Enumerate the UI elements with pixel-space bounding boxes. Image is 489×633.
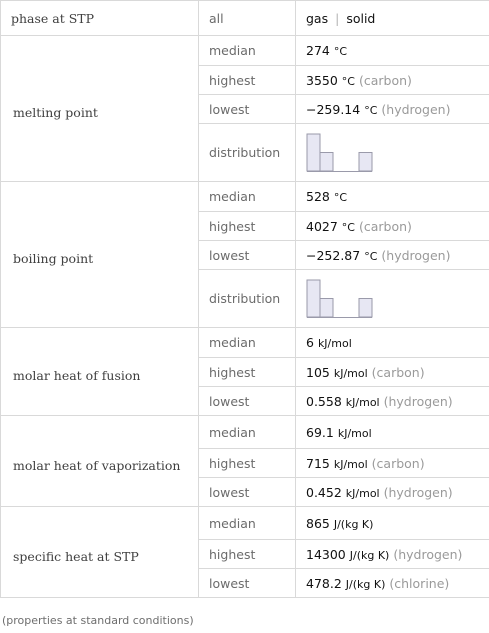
- vaporization-lowest-value: 0.452 kJ/mol (hydrogen): [296, 478, 489, 507]
- melting-distribution: [296, 124, 489, 182]
- stat-highest-label: highest: [199, 540, 296, 569]
- boiling-lowest-value: −252.87 °C (hydrogen): [296, 241, 489, 270]
- property-specific-heat: specific heat at STP: [1, 507, 199, 598]
- stat-median-label: median: [199, 36, 296, 66]
- histogram-bar: [359, 152, 372, 171]
- table-row: [1, 36, 489, 66]
- stat-lowest-label: lowest: [199, 478, 296, 507]
- stat-lowest-label: lowest: [199, 95, 296, 124]
- stat-highest-label: highest: [199, 449, 296, 478]
- fusion-median-value: 6 kJ/mol: [296, 328, 489, 358]
- boiling-highest-value: 4027 °C (carbon): [296, 212, 489, 241]
- stat-median-label: median: [199, 416, 296, 449]
- header-phase-label: phase at STP: [1, 1, 199, 36]
- property-melting-point: melting point: [1, 36, 199, 182]
- stat-highest-label: highest: [199, 358, 296, 387]
- phase-solid: solid: [346, 10, 376, 26]
- stat-distribution-label: distribution: [199, 124, 296, 182]
- table-row: [1, 328, 489, 358]
- histogram-bar: [320, 152, 333, 171]
- property-molar-heat-of-vaporization: molar heat of vaporization: [1, 416, 199, 507]
- footnote: (properties at standard conditions): [2, 614, 194, 627]
- stat-distribution-label: distribution: [199, 270, 296, 328]
- stat-lowest-label: lowest: [199, 241, 296, 270]
- melting-median-value: 274 °C: [296, 36, 489, 66]
- boiling-distribution: [296, 270, 489, 328]
- melting-lowest-value: −259.14 °C (hydrogen): [296, 95, 489, 124]
- property-molar-heat-of-fusion: molar heat of fusion: [1, 328, 199, 416]
- vaporization-highest-value: 715 kJ/mol (carbon): [296, 449, 489, 478]
- table-row: [1, 182, 489, 212]
- header-all-label: all: [199, 1, 296, 36]
- stat-lowest-label: lowest: [199, 387, 296, 416]
- stat-median-label: median: [199, 507, 296, 540]
- specific-heat-median-value: 865 J/(kg K): [296, 507, 489, 540]
- specific-heat-highest-value: 14300 J/(kg K) (hydrogen): [296, 540, 489, 569]
- stat-median-label: median: [199, 328, 296, 358]
- vaporization-median-value: 69.1 kJ/mol: [296, 416, 489, 449]
- property-boiling-point: boiling point: [1, 182, 199, 328]
- histogram-bar: [307, 134, 320, 171]
- fusion-highest-value: 105 kJ/mol (carbon): [296, 358, 489, 387]
- header-phases: [296, 1, 489, 36]
- stat-highest-label: highest: [199, 212, 296, 241]
- stat-highest-label: highest: [199, 66, 296, 95]
- histogram-bar: [359, 298, 372, 317]
- distribution-histogram: [306, 278, 378, 320]
- stat-median-label: median: [199, 182, 296, 212]
- boiling-median-value: 528 °C: [296, 182, 489, 212]
- table-row: [1, 416, 489, 449]
- phase-separator: |: [335, 10, 340, 26]
- distribution-histogram: [306, 132, 378, 174]
- stat-lowest-label: lowest: [199, 569, 296, 598]
- histogram-bar: [320, 298, 333, 317]
- specific-heat-lowest-value: 478.2 J/(kg K) (chlorine): [296, 569, 489, 598]
- header-row: [1, 1, 489, 36]
- fusion-lowest-value: 0.558 kJ/mol (hydrogen): [296, 387, 489, 416]
- histogram-bar: [307, 280, 320, 317]
- phase-gas: gas: [306, 10, 329, 26]
- melting-highest-value: 3550 °C (carbon): [296, 66, 489, 95]
- table-row: [1, 507, 489, 540]
